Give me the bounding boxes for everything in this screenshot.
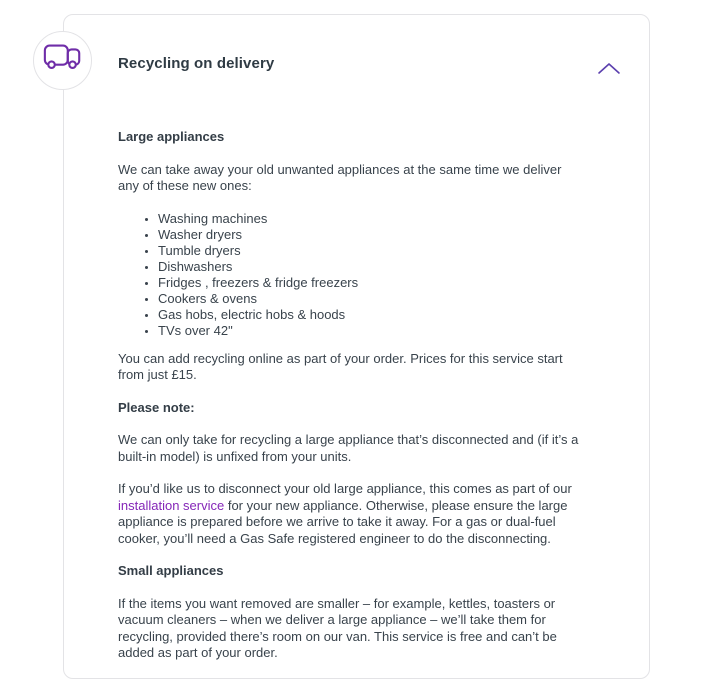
- small-appliances-paragraph: If the items you want removed are smaller – for example, kettles, toasters or vacuum cleaners – when we deliver a large appliance – we’ll take them for recycling, provided there’s room on our van. This service is free and can’t be added as part of your order.: [118, 595, 557, 660]
- large-appliances-intro: We can take away your old unwanted appliances at the same time we deliver any of these new ones:: [118, 161, 562, 193]
- list-item: • Tumble dryers: [158, 243, 584, 259]
- accordion-title: Recycling on delivery: [118, 55, 275, 72]
- list-item: • Cookers & ovens: [158, 291, 584, 307]
- list-item: • Washer dryers: [158, 227, 584, 243]
- large-appliances-heading: Large appliances: [118, 129, 225, 144]
- accordion-content: [118, 129, 584, 678]
- accordion-header[interactable]: [118, 55, 619, 72]
- list-item: • Fridges , freezers & fridge freezers: [158, 275, 584, 291]
- list-item: • Dishwashers: [158, 259, 584, 275]
- paragraph-text: for your new appliance. Otherwise, please ensure the large appliance is prepared before we arrive to take it away. For a gas or dual-fuel cooker, you’ll need a Gas Safe registered engineer to do the disconnecting.: [118, 497, 568, 546]
- delivery-truck-badge: [33, 31, 92, 90]
- paragraph-text: If you’d like us to disconnect your old large appliance, this comes as part of our: [118, 481, 572, 496]
- delivery-truck-icon: [42, 43, 84, 78]
- disconnected-requirement-paragraph: We can only take for recycling a large appliance that’s disconnected and (if it’s a built-in model) is unfixed from your units.: [118, 432, 579, 464]
- disconnect-service-paragraph: [118, 481, 584, 547]
- chevron-up-icon[interactable]: [597, 61, 621, 75]
- list-item: • Gas hobs, electric hobs & hoods: [158, 307, 584, 323]
- list-item: • TVs over 42": [158, 323, 584, 339]
- list-item: • Washing machines: [158, 211, 584, 227]
- please-note-heading: Please note:: [118, 399, 195, 415]
- appliance-list: [118, 211, 584, 339]
- small-appliances-heading: Small appliances: [118, 563, 224, 578]
- recycling-accordion-card: [63, 14, 650, 679]
- installation-service-link[interactable]: installation service: [118, 497, 225, 513]
- pricing-paragraph: You can add recycling online as part of your order. Prices for this service start from just £15.: [118, 350, 563, 382]
